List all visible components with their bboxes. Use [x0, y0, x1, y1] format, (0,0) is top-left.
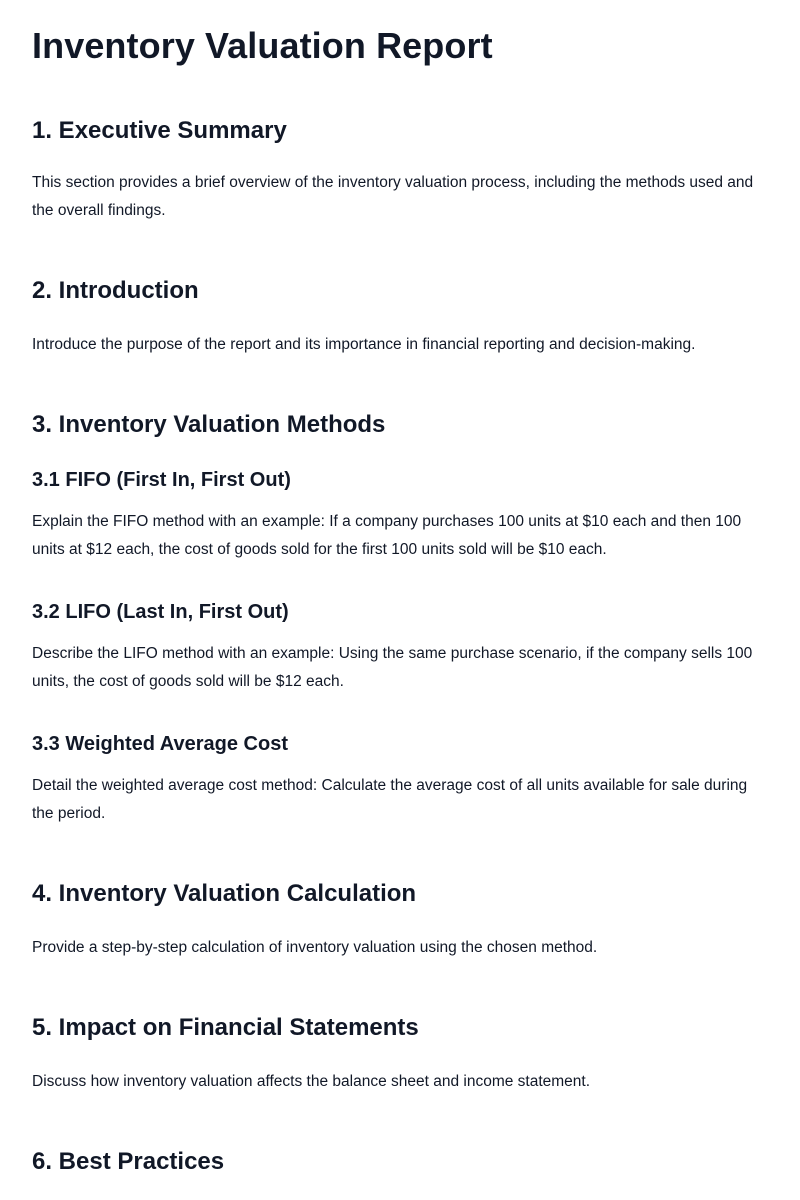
subsection-text-weighted-average-cost: Detail the weighted average cost method: Calculate the average cost of all units available for sale during the period.: [32, 777, 748, 822]
section-impact-on-financial-statements: [32, 1013, 768, 1096]
subsection-fifo: [32, 468, 768, 564]
section-text-impact-on-financial-statements: Discuss how inventory valuation affects the balance sheet and income statement.: [32, 1073, 591, 1090]
subsection-heading-fifo: 3.1 FIFO (First In, First Out): [32, 469, 291, 491]
subsection-weighted-average-cost: [32, 732, 768, 828]
section-heading-best-practices: 6. Best Practices: [32, 1148, 225, 1175]
section-heading-inventory-valuation-methods: 3. Inventory Valuation Methods: [32, 411, 386, 438]
subsection-heading-lifo: 3.2 LIFO (Last In, First Out): [32, 601, 289, 623]
section-inventory-valuation-calculation: [32, 879, 768, 962]
section-heading-impact-on-financial-statements: 5. Impact on Financial Statements: [32, 1014, 419, 1041]
section-text-executive-summary: This section provides a brief overview of the inventory valuation process, including the methods used and the overall findings.: [32, 174, 754, 219]
section-inventory-valuation-methods: [32, 410, 768, 828]
section-text-introduction: Introduce the purpose of the report and its importance in financial reporting and decision-making.: [32, 336, 696, 353]
section-executive-summary: [32, 116, 768, 225]
subsection-lifo: [32, 600, 768, 696]
section-introduction: [32, 276, 768, 359]
subsection-text-lifo: Describe the LIFO method with an example: Using the same purchase scenario, if the company sells 100 units, the cost of goods sold will be $12 each.: [32, 645, 753, 690]
section-heading-introduction: 2. Introduction: [32, 277, 199, 304]
section-best-practices: [32, 1147, 768, 1177]
subsection-heading-weighted-average-cost: 3.3 Weighted Average Cost: [32, 733, 288, 755]
section-text-inventory-valuation-calculation: Provide a step-by-step calculation of inventory valuation using the chosen method.: [32, 939, 598, 956]
section-heading-inventory-valuation-calculation: 4. Inventory Valuation Calculation: [32, 880, 417, 907]
section-heading-executive-summary: 1. Executive Summary: [32, 117, 287, 144]
subsection-text-fifo: Explain the FIFO method with an example: If a company purchases 100 units at $10 each and then 100 units at $12 each, the cost of goods sold for the first 100 units sold will be $10 each.: [32, 513, 742, 558]
report-title: Inventory Valuation Report: [32, 25, 493, 66]
